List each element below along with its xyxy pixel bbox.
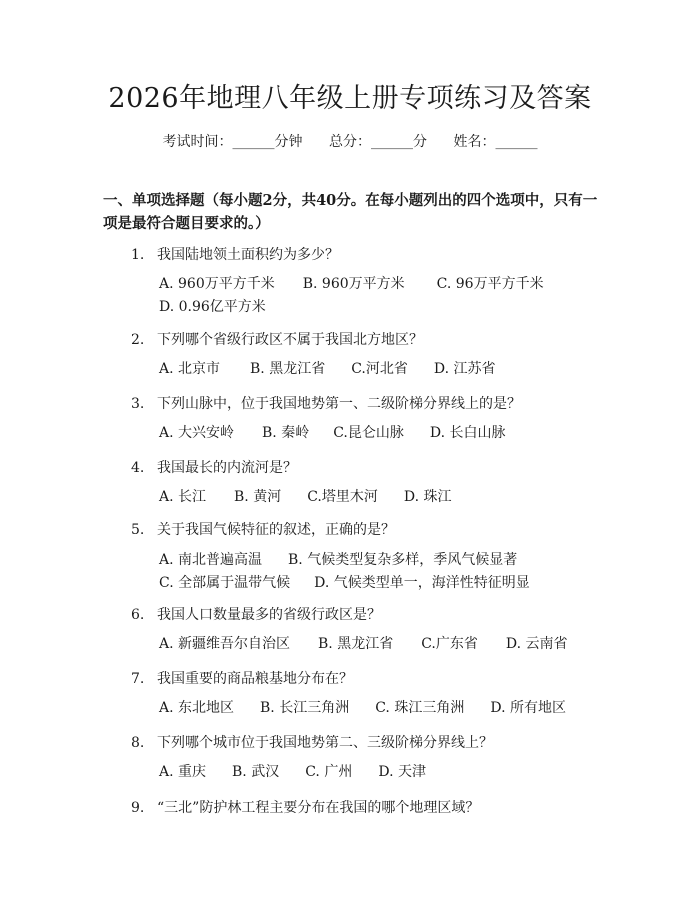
option-a: A. 重庆 [159,764,207,780]
page-title: 2026年地理八年级上册专项练习及答案 [108,83,592,114]
option-a: A. 新疆维吾尔自治区 [159,636,291,652]
question-number: 4. [131,460,145,476]
option-b: B. 武汉 [232,764,280,780]
question-text: 下列哪个省级行政区不属于我国北方地区？ [157,332,423,348]
option-b: B. 长江三角洲 [260,700,350,716]
question-text: “三北”防护林工程主要分布在我国的哪个地理区域？ [157,800,480,816]
question-text: 我国陆地领土面积约为多少？ [157,247,339,263]
question-1 [131,244,339,264]
option-c: C. 96万平方千米 [436,276,544,292]
question-8 [131,732,493,752]
section-heading: 一、单项选择题（每小题2分，共40分。在每小题列出的四个选项中，只有一项是最符合题目要求的。） [103,192,598,232]
question-text: 我国人口数量最多的省级行政区是？ [157,607,381,623]
option-c: C. 珠江三角洲 [375,700,465,716]
option-c: C.昆仑山脉 [333,425,404,441]
option-a: A. 960万平方千米 [159,276,275,292]
question-number: 1. [131,247,145,263]
option-a: A. 南北普遍高温 [159,552,263,568]
option-a: A. 长江 [159,489,207,505]
option-a: A. 东北地区 [159,700,235,716]
options-4 [103,486,593,509]
question-6 [131,604,381,624]
options-2 [103,358,593,381]
option-c: C.广东省 [421,636,478,652]
question-number: 8. [131,735,145,751]
question-number: 3. [131,396,145,412]
option-a: A. 北京市 [159,361,221,377]
exam-time: 考试时间：______分钟 [162,134,303,150]
option-b: B. 秦岭 [262,425,310,441]
option-d: D. 天津 [378,764,426,780]
options-6 [103,633,593,656]
option-d: D. 0.96亿平方米 [159,299,266,315]
options-7 [103,697,593,720]
option-b: B. 黑龙江省 [318,636,394,652]
option-a: A. 大兴安岭 [159,425,235,441]
question-3 [131,393,521,413]
option-d: D. 珠江 [403,489,452,505]
question-text: 下列哪个城市位于我国地势第二、三级阶梯分界线上？ [157,735,493,751]
option-b: B. 气候类型复杂多样，季风气候显著 [288,552,518,568]
question-number: 5. [131,522,145,538]
question-number: 9. [131,800,145,816]
question-text: 下列山脉中，位于我国地势第一、二级阶梯分界线上的是？ [157,396,521,412]
option-c: C. 广州 [305,764,353,780]
question-text: 我国最长的内流河是？ [157,460,297,476]
exam-score: 总分：______分 [329,134,427,150]
question-number: 7. [131,671,145,687]
option-d: D. 江苏省 [433,361,496,377]
question-text: 关于我国气候特征的叙述，正确的是？ [157,522,395,538]
question-7 [131,668,353,688]
exam-meta [0,131,700,151]
question-number: 2. [131,332,145,348]
option-c: C. 全部属于温带气候 [159,575,291,591]
option-b: B. 黄河 [234,489,282,505]
option-d: D. 所有地区 [490,700,566,716]
exam-name: 姓名：______ [453,134,538,150]
question-number: 6. [131,607,145,623]
question-5 [131,519,395,539]
option-d: D. 云南省 [505,636,568,652]
option-b: B. 黑龙江省 [250,361,326,377]
option-c: C.塔里木河 [307,489,378,505]
question-2 [131,329,423,349]
question-4 [131,457,297,477]
question-9 [131,797,479,817]
options-5 [103,549,593,595]
option-d: D. 长白山脉 [429,425,506,441]
option-c: C.河北省 [351,361,408,377]
option-d: D. 气候类型单一，海洋性特征明显 [314,575,530,591]
question-text: 我国重要的商品粮基地分布在？ [157,671,353,687]
option-b: B. 960万平方米 [302,276,405,292]
options-8 [103,761,593,784]
options-1 [103,273,593,319]
options-3 [103,422,593,445]
